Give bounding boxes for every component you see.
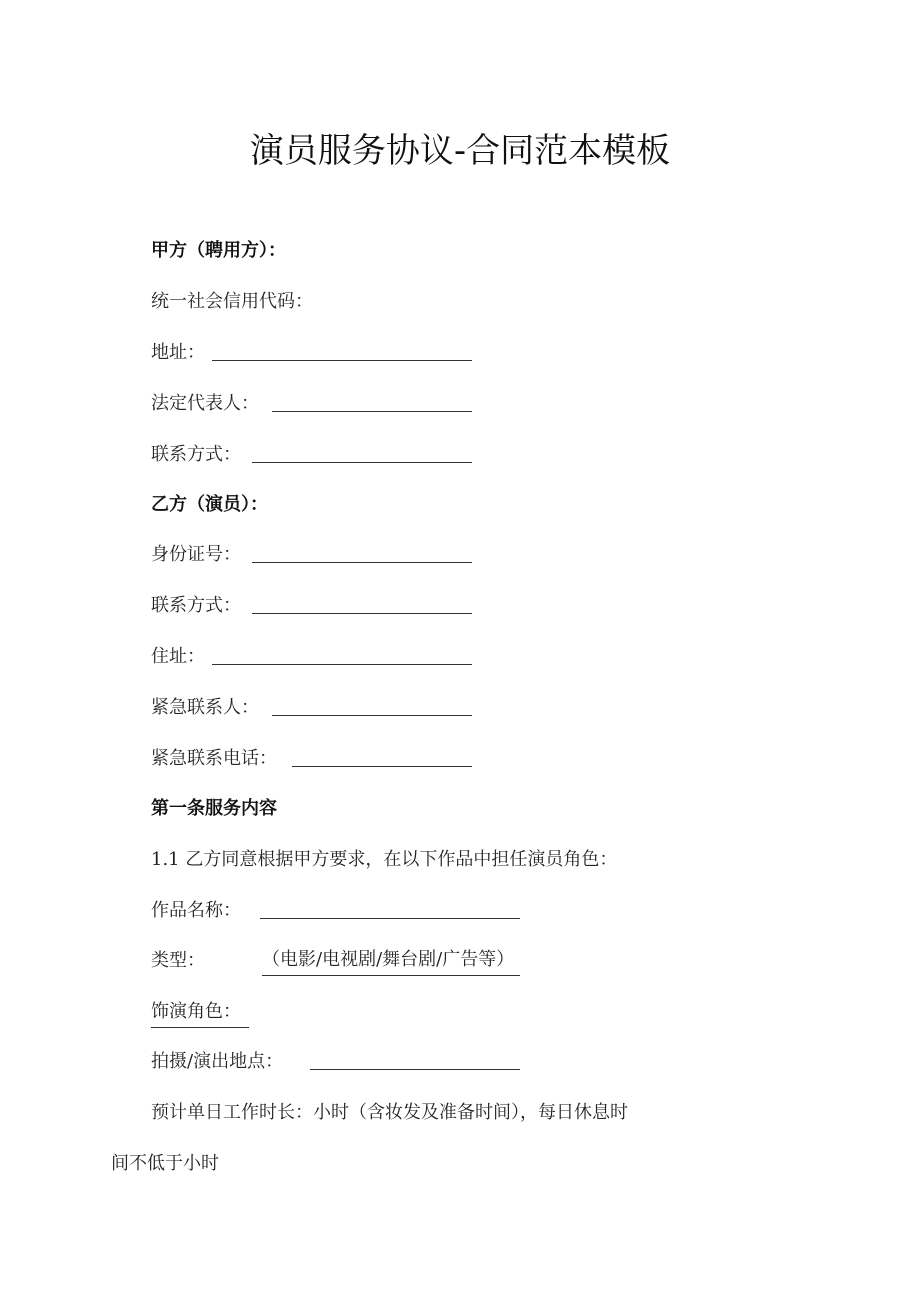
id-number-blank[interactable] xyxy=(252,540,472,563)
party-a-contact-label: 联系方式： xyxy=(151,444,241,465)
party-b-contact-blank[interactable] xyxy=(252,591,472,614)
party-a-contact-blank[interactable] xyxy=(252,440,472,463)
emergency-contact-blank[interactable] xyxy=(272,693,472,716)
work-name-label: 作品名称： xyxy=(151,900,241,921)
work-hours-line-2: 间不低于小时 xyxy=(111,1153,219,1174)
party-a-heading: 甲方（聘用方）： xyxy=(151,240,286,261)
party-b-heading: 乙方（演员）： xyxy=(151,494,268,515)
article-1-heading: 第一条服务内容 xyxy=(151,798,277,819)
location-label: 拍摄/演出地点： xyxy=(151,1051,284,1072)
id-number-label: 身份证号： xyxy=(151,544,241,565)
type-value: （电影/电视剧/舞台剧/广告等） xyxy=(262,945,520,976)
legal-rep-label: 法定代表人： xyxy=(151,393,259,414)
legal-rep-blank[interactable] xyxy=(272,389,472,412)
party-a-address-label: 地址： xyxy=(151,342,205,363)
document-title: 演员服务协议-合同范本模板 xyxy=(249,131,671,171)
emergency-phone-label: 紧急联系电话： xyxy=(151,748,277,769)
residence-blank[interactable] xyxy=(212,642,472,665)
work-hours-line-1: 预计单日工作时长：小时（含妆发及准备时间），每日休息时 xyxy=(151,1102,628,1123)
location-blank[interactable] xyxy=(310,1047,520,1070)
clause-1-1: 1.1 乙方同意根据甲方要求，在以下作品中担任演员角色： xyxy=(151,849,618,870)
party-b-contact-label: 联系方式： xyxy=(151,595,241,616)
work-name-blank[interactable] xyxy=(260,896,520,919)
type-label: 类型： xyxy=(151,950,205,971)
credit-code-label: 统一社会信用代码： xyxy=(151,291,313,312)
emergency-phone-blank[interactable] xyxy=(292,744,472,767)
residence-label: 住址： xyxy=(151,646,205,667)
emergency-contact-label: 紧急联系人： xyxy=(151,697,259,718)
party-a-address-blank[interactable] xyxy=(212,338,472,361)
role-label: 饰演角色： xyxy=(151,997,249,1028)
